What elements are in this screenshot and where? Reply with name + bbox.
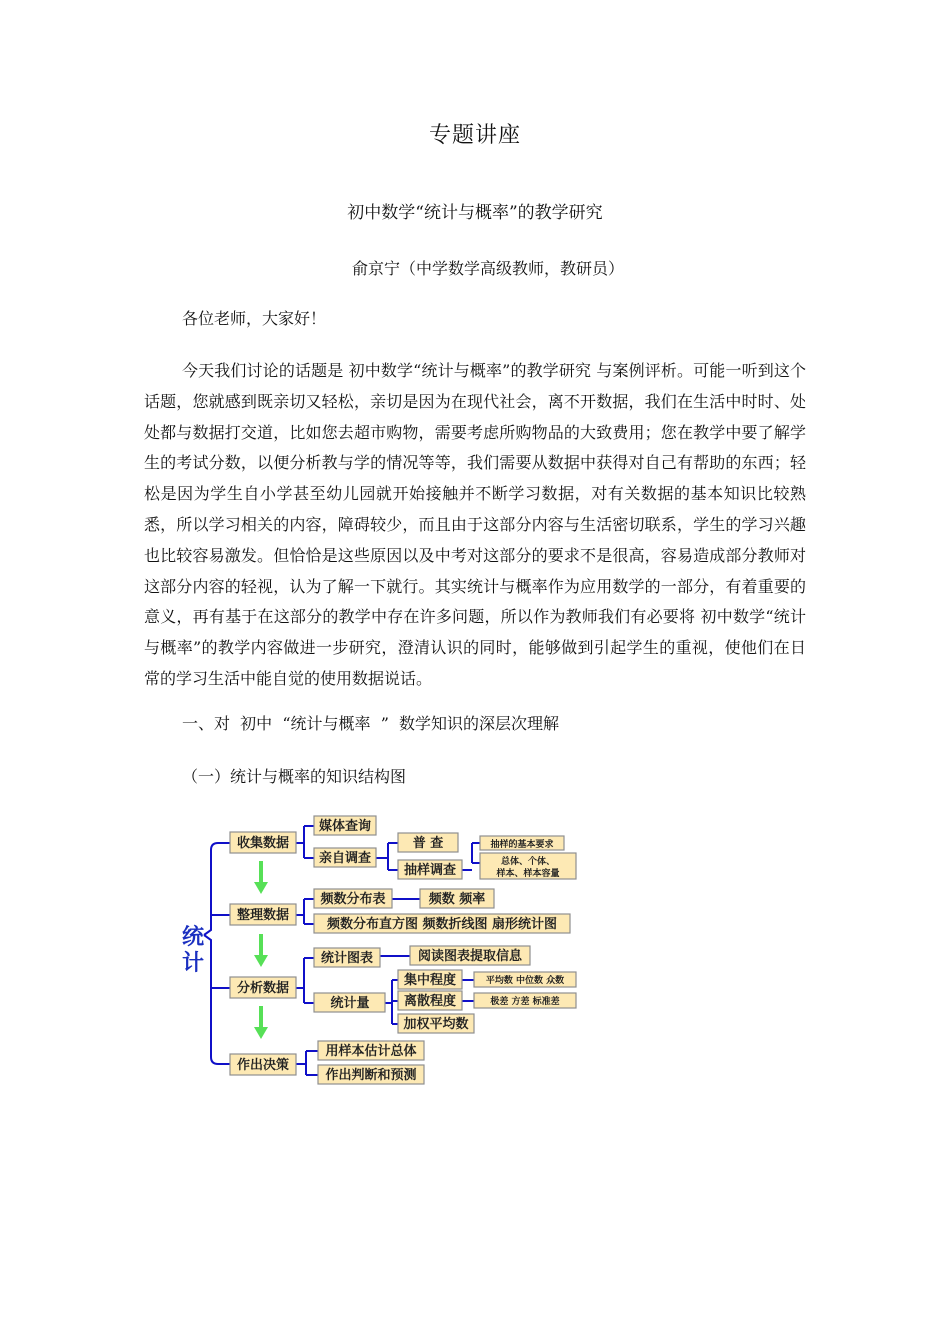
node-dispersion: 离散程度: [403, 994, 457, 1009]
node-charts: 频数分布直方图 频数折线图 扇形统计图: [326, 917, 558, 932]
stage-organize: 整理数据: [236, 908, 290, 923]
intro-paragraph: 今天我们讨论的话题是 初中数学“统计与概率”的教学研究 与案例评析。可能一听到这个话题，您就感到既亲切又轻松，亲切是因为在现代社会，离不开数据，我们在生活中时时、处处都与数据打交道，比如您去超市购物，需要考虑所购物品的大致费用；您在教学中要了解学生的考试分数，以便分析教与学的情况等等，我们需要从数据中获得对自己有帮助的东西；轻松是因为学生自小学甚至幼儿园就开始接触并不断学习数据，对有关数据的基本知识比较熟悉，所以学习相关的内容，障碍较少，而且由于这部分内容与生活密切联系，学生的学习兴趣也比较容易激发。但恰恰是这些原因以及中考对这部分的要求不是很高，容易造成部分教师对这部分内容的轻视，认为了解一下就行。其实统计与概率作为应用数学的一部分，有着重要的意义，再有基于在这部分的教学中存在许多问题，所以作为教师我们有必要将 初中数学“统计与概率”的教学内容做进一步研究，澄清认识的同时，能够做到引起学生的重视，使他们在日常的学习生活中能自觉的使用数据说话。: [144, 361, 806, 688]
node-census: 普 查: [412, 836, 444, 851]
node-central: 集中程度: [403, 973, 457, 988]
stage-decide: 作出决策: [236, 1058, 290, 1073]
stage-collect: 收集数据: [236, 836, 290, 851]
node-freq-table: 频数分布表: [320, 892, 386, 907]
page-title: 专题讲座: [428, 123, 521, 148]
node-weighted-mean: 加权平均数: [403, 1017, 469, 1032]
section-heading: 一、对 初中 “统计与概率 ” 数学知识的深层次理解: [182, 714, 560, 733]
node-population-terms-2: 样本、样本容量: [496, 869, 560, 879]
node-personal: 亲自调查: [318, 851, 372, 866]
node-dispersion-items: 极差 方差 标准差: [490, 997, 560, 1007]
lecture-subtitle: 初中数学“统计与概率”的教学研究: [347, 203, 603, 223]
node-judge: 作出判断和预测: [325, 1068, 417, 1083]
node-read-charts: 阅读图表提取信息: [417, 949, 523, 964]
node-sampling: 抽样调查: [403, 863, 457, 878]
node-population-terms-1: 总体、个体、: [500, 857, 556, 867]
greeting: 各位老师，大家好！: [182, 309, 327, 328]
node-freq-rate: 频数 频率: [428, 892, 486, 907]
subsection-heading: （一）统计与概率的知识结构图: [182, 767, 407, 786]
node-central-items: 平均数 中位数 众数: [485, 976, 565, 986]
node-sampling-req: 抽样的基本要求: [490, 840, 554, 850]
diagram-flow-arrows: [254, 861, 268, 1039]
node-stat-charts: 统计图表: [320, 951, 374, 966]
diagram-root-bottom: 计: [182, 950, 205, 976]
node-estimate: 用样本估计总体: [325, 1044, 417, 1059]
stage-analyze: 分析数据: [236, 981, 290, 996]
diagram-root-top: 统: [182, 924, 205, 950]
author-line: 俞京宁（中学数学高级教师，教研员）: [352, 259, 625, 278]
node-media: 媒体查询: [318, 819, 372, 834]
node-statistic: 统计量: [330, 996, 370, 1011]
